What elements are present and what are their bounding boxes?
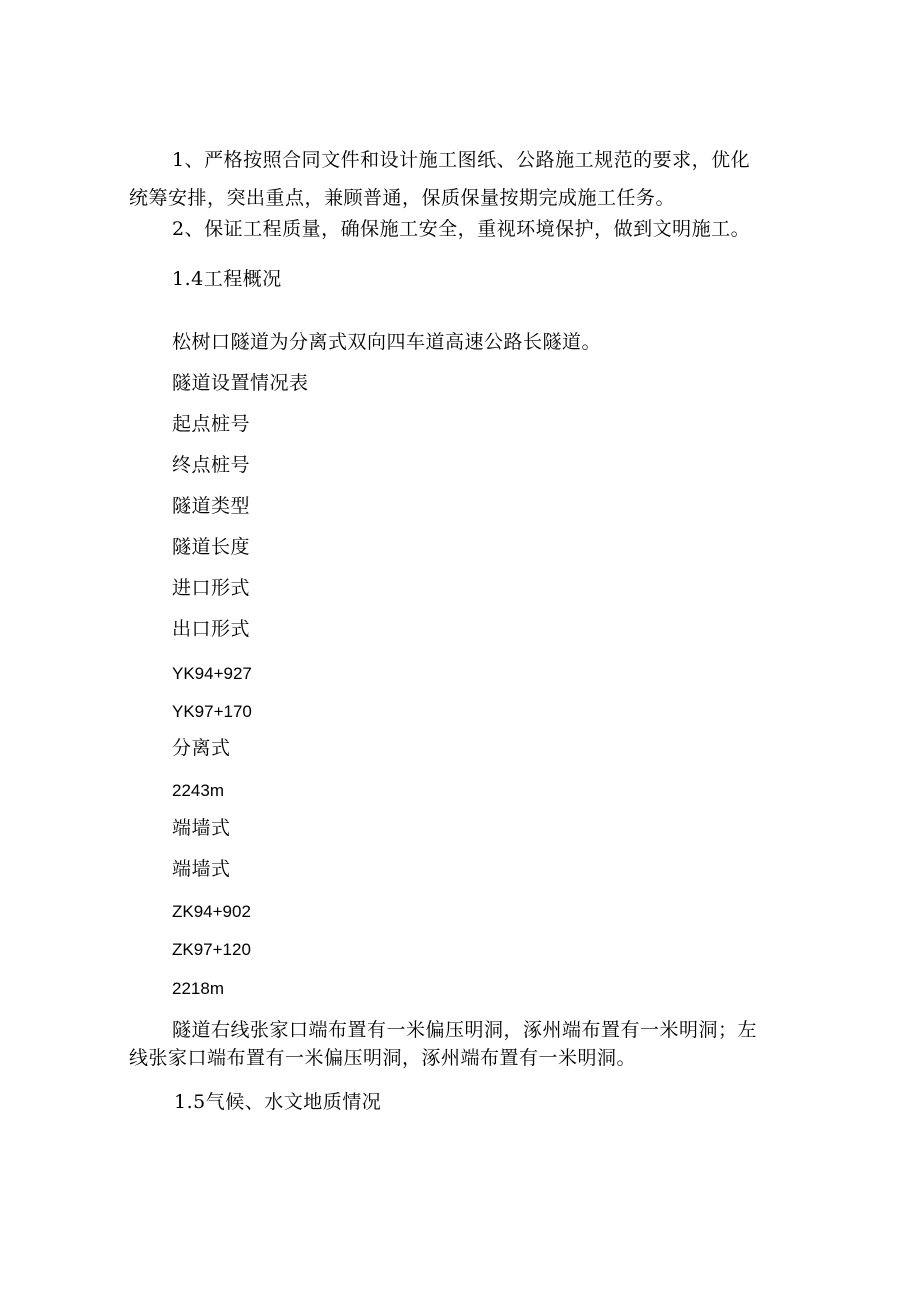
tunnel-intro-paragraph: 松树口隧道为分离式双向四车道高速公路长隧道。 xyxy=(172,331,602,353)
left-line-start-station: ZK94+902 xyxy=(172,902,251,921)
right-line-length: 2243m xyxy=(172,781,224,800)
table-title: 隧道设置情况表 xyxy=(172,372,309,394)
table-header-start-station: 起点桩号 xyxy=(172,413,251,435)
principle-item-1-line-1: 1、严格按照合同文件和设计施工图纸、公路施工规范的要求，优化 xyxy=(172,149,751,171)
tunnel-note-line-2: 线张家口端布置有一米偏压明洞，涿州端布置有一米明洞。 xyxy=(129,1047,637,1069)
right-line-exit-form: 端墙式 xyxy=(172,858,231,880)
table-header-tunnel-type: 隧道类型 xyxy=(172,495,251,517)
principle-item-1-line-2: 统筹安排，突出重点，兼顾普通，保质保量按期完成施工任务。 xyxy=(129,187,676,209)
right-line-start-station: YK94+927 xyxy=(172,664,252,683)
table-header-end-station: 终点桩号 xyxy=(172,454,251,476)
principle-item-2: 2、保证工程质量，确保施工安全，重视环境保护，做到文明施工。 xyxy=(172,218,751,240)
left-line-end-station: ZK97+120 xyxy=(172,940,251,959)
table-header-tunnel-length: 隧道长度 xyxy=(172,536,251,558)
table-header-entrance-form: 进口形式 xyxy=(172,577,251,599)
right-line-end-station: YK97+170 xyxy=(172,702,252,721)
right-line-entrance-form: 端墙式 xyxy=(172,817,231,839)
section-1-5-heading: 1.5气候、水文地质情况 xyxy=(174,1091,382,1113)
table-header-exit-form: 出口形式 xyxy=(172,618,251,640)
tunnel-note-line-1: 隧道右线张家口端布置有一米偏压明洞，涿州端布置有一米明洞；左 xyxy=(172,1019,758,1041)
left-line-length: 2218m xyxy=(172,979,224,998)
section-1-4-heading: 1.4工程概况 xyxy=(172,268,282,290)
right-line-tunnel-type: 分离式 xyxy=(172,737,231,759)
